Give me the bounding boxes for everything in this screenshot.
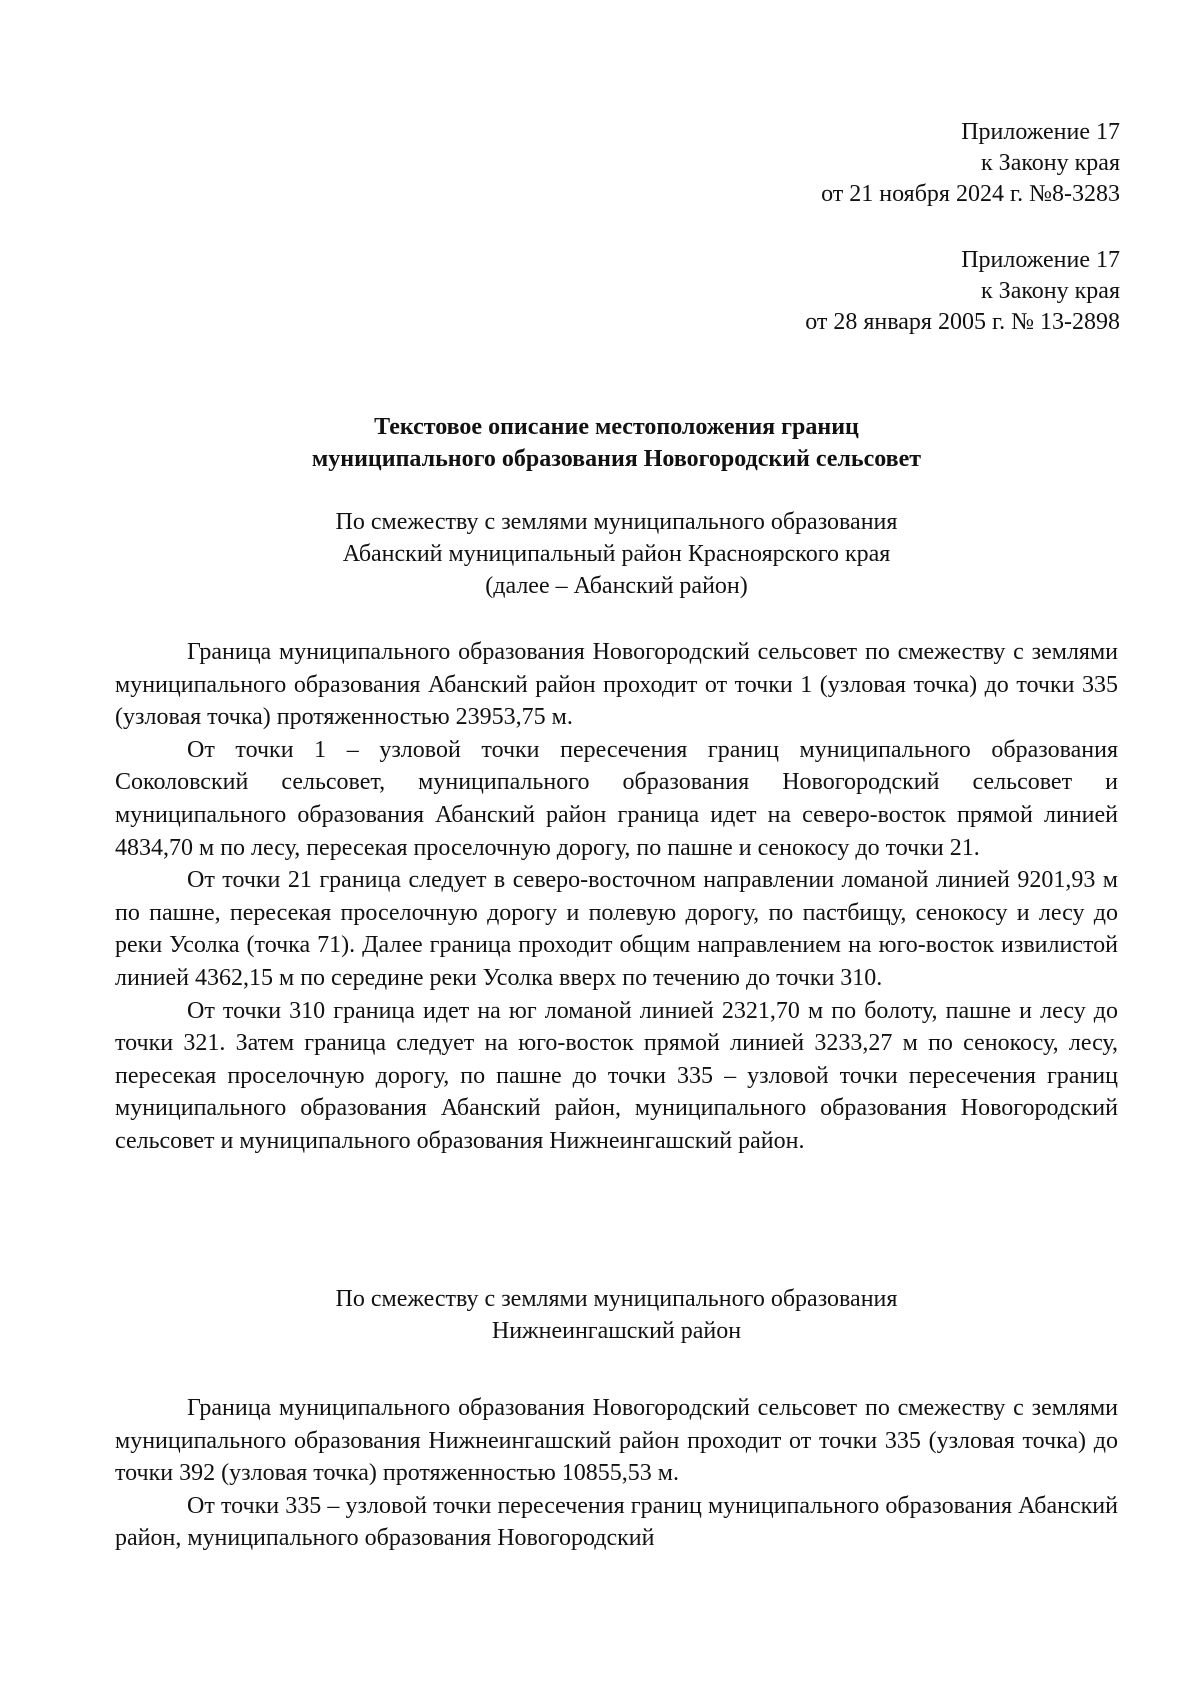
section-heading-line: Нижнеингашский район: [491, 1318, 742, 1344]
appendix-header-current: [600, 117, 1120, 210]
document-title-line: муниципального образования Новогородский сельсовет: [311, 446, 922, 472]
paragraph: От точки 1 – узловой точки пересечения границ муниципального образования Соколовский сельсовет, муниципального образования Новогородский сельсовет и муниципального образования Абанский район граница идет на северо-восток прямой линией 4834,70 м по лесу, пересекая проселочную дорогу, по пашне и сенокосу до точки 21.: [115, 736, 1118, 861]
section-body-nizhneingash: [115, 1392, 1118, 1555]
section-body-aban: [115, 636, 1118, 1158]
section-heading-line: По смежеству с землями муниципального образования: [335, 1286, 898, 1312]
section-heading-line: (далее – Абанский район): [485, 573, 748, 599]
paragraph: От точки 21 граница следует в северо-восточном направлении ломаной линией 9201,93 м по пашне, пересекая проселочную дорогу и полевую дорогу, по пастбищу, сенокосу и лесу до реки Усолка (точка 71). Далее граница проходит общим направлением на юго-восток извилистой линией 4362,15 м по середине реки Усолка вверх по течению до точки 310.: [115, 867, 1118, 991]
document-title: [115, 411, 1118, 475]
appendix-law-date: от 21 ноября 2024 г. №8-3283: [821, 181, 1120, 207]
section-heading-nizhneingash: [115, 1283, 1118, 1347]
appendix-law-reference: к Закону края: [981, 278, 1120, 304]
appendix-header-original: [600, 245, 1120, 338]
paragraph: Граница муниципального образования Новогородский сельсовет по смежеству с землями муниципального образования Нижнеингашский район проходит от точки 335 (узловая точка) до точки 392 (узловая точка) протяженностью 10855,53 м.: [115, 1395, 1118, 1487]
document-title-line: Текстовое описание местоположения границ: [374, 414, 859, 440]
appendix-law-reference: к Закону края: [981, 150, 1120, 176]
section-heading-aban: [115, 506, 1118, 602]
paragraph: От точки 335 – узловой точки пересечения границ муниципального образования Абанский район, муниципального образования Новогородский: [115, 1492, 1118, 1552]
appendix-law-date: от 28 января 2005 г. № 13-2898: [805, 309, 1120, 335]
appendix-number: Приложение 17: [961, 247, 1120, 273]
paragraph: Граница муниципального образования Новогородский сельсовет по смежеству с землями муниципального образования Абанский район проходит от точки 1 (узловая точка) до точки 335 (узловая точка) протяженностью 23953,75 м.: [115, 639, 1118, 731]
appendix-number: Приложение 17: [961, 119, 1120, 145]
paragraph: От точки 310 граница идет на юг ломаной линией 2321,70 м по болоту, пашне и лесу до точки 321. Затем граница следует на юго-восток прямой линией 3233,27 м по сенокосу, лесу, пересекая проселочную дорогу, по пашне до точки 335 – узловой точки пересечения границ муниципального образования Абанский район, муниципального образования Новогородский сельсовет и муниципального образования Нижнеингашский район.: [115, 997, 1118, 1154]
section-heading-line: По смежеству с землями муниципального образования: [335, 509, 898, 535]
section-heading-line: Абанский муниципальный район Красноярского края: [342, 541, 891, 567]
